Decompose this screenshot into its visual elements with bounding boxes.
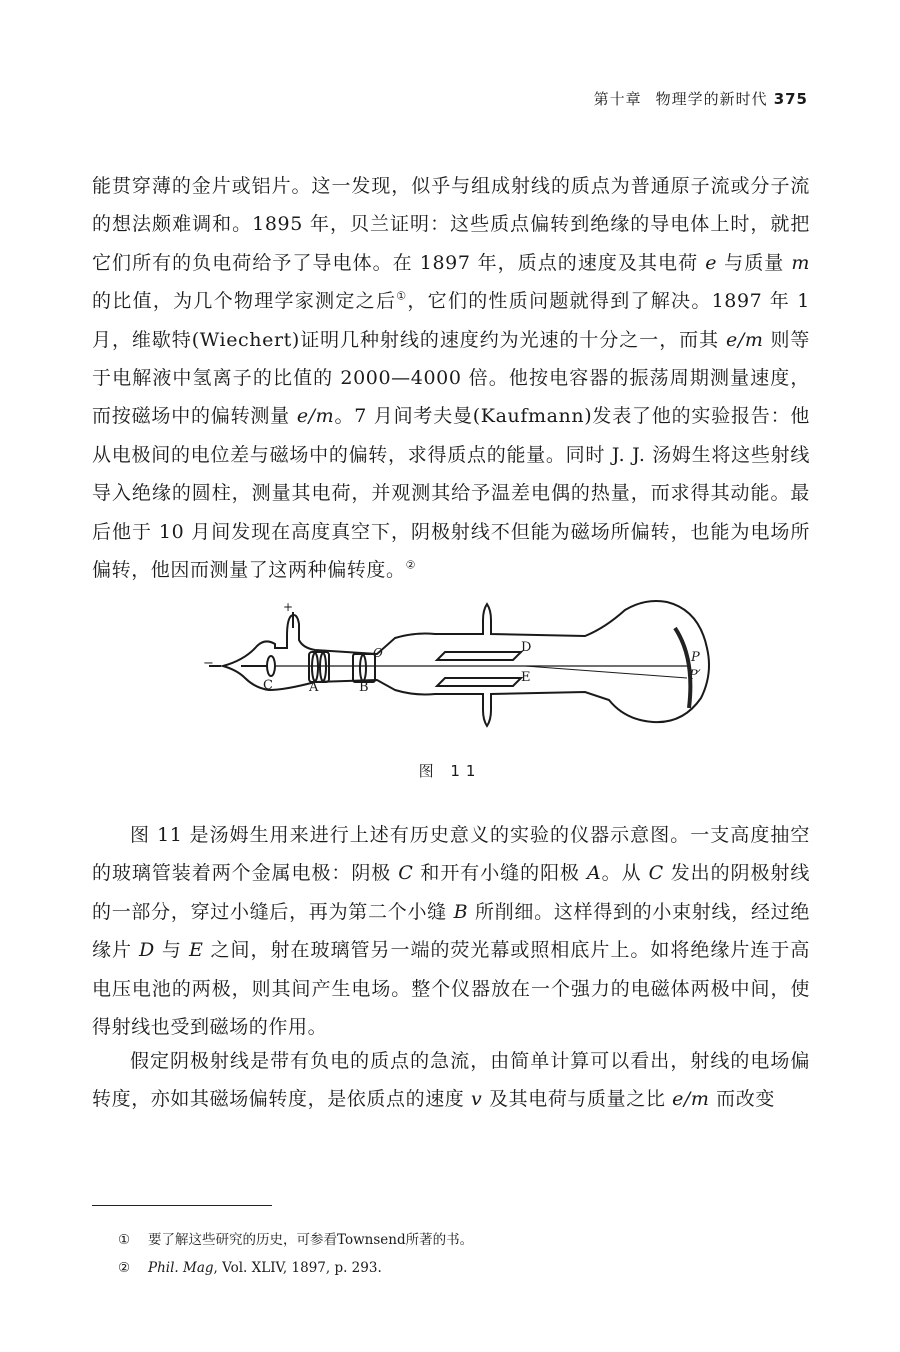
var-C: C: [398, 862, 414, 885]
paragraph-2: [92, 816, 810, 1046]
var-D: D: [139, 939, 155, 962]
journal-name: Phil. Mag: [148, 1260, 214, 1276]
text-run: 能贯穿薄的金片或铝片。这一发现，似乎与组成射线的质点为普通原子流或分子流的想法颇难调和。1895 年，贝兰证明：这些质点偏转到绝缘的导电体上时，就把它们所有的负电荷给予了导电体。在 1897 年，质点的速度及其电荷: [92, 175, 810, 274]
footnote-2: [118, 1254, 473, 1282]
text-run: ，它们的性质问题就得到了解决。1897 年 1 月，维歇特(Wiechert)证明几种射线的速度约为光速的十分之一，而其: [92, 290, 810, 351]
footnotes: [118, 1226, 474, 1282]
text-run: 图 11 是汤姆生用来进行上述有历史意义的实验的仪器示意图。一支高度抽空的玻璃管装着两个金属电极：阴极: [92, 824, 810, 885]
thomson-tube-figure: [205, 598, 725, 728]
var-m: m: [791, 251, 810, 274]
chapter-label: 第十章: [593, 90, 642, 108]
footnote-mark: ①: [118, 1232, 131, 1248]
text-run: 与: [154, 939, 189, 962]
text-run: 与质量: [717, 251, 792, 274]
text-run: 的比值，为几个物理学家测定之后: [92, 290, 397, 313]
label-D: D: [521, 640, 532, 655]
var-E: E: [188, 939, 204, 962]
label-P-prime: P′: [689, 668, 701, 683]
text-run: 。7 月间考夫曼(Kaufmann)发表了他的实验报告：他从电极间的电位差与磁场中的偏转，求得质点的能量。同时 J. J. 汤姆生将这些射线导入绝缘的圆柱，测量其电荷，并观测其给予温差电偶的热量，而求得其动能。最后他于 10 月间发现在高度真空下，阴极射线不但能为磁场所偏转，也能为电场所偏转，他因而测量了这两种偏转度。: [92, 405, 810, 582]
var-e: e: [705, 251, 718, 274]
page-number: 375: [773, 90, 808, 108]
text-run: 而改变: [709, 1088, 775, 1111]
label-E: E: [521, 670, 531, 685]
label-C: C: [263, 678, 273, 693]
text-run: 发出的阴极射线的一部分，穿过小缝后，再为第二个小缝: [92, 862, 810, 923]
footnote-ref-2[interactable]: ②: [405, 558, 417, 572]
var-v: v: [471, 1088, 483, 1111]
footnote-text: 要了解这些研究的历史，可参看Townsend所著的书。: [148, 1232, 474, 1248]
text-run: 及其电荷与质量之比: [482, 1088, 673, 1111]
label-A: A: [309, 680, 319, 695]
text-run: 所削细。这样得到的小束射线，经过绝缘片: [92, 900, 810, 962]
footnote-1: [118, 1226, 474, 1254]
text-run: 之间，射在玻璃管另一端的荧光幕或照相底片上。如将绝缘片连于高电压电池的两极，则其间产生电场。整个仪器放在一个强力的电磁体两极中间，使得射线也受到磁场的作用。: [92, 939, 810, 1039]
paragraph-3: [92, 1042, 810, 1119]
minus-label: −: [203, 656, 214, 671]
var-A: A: [586, 862, 602, 885]
label-P: P: [691, 650, 700, 665]
var-C: C: [648, 862, 664, 885]
var-em: e/m: [726, 328, 764, 351]
text-run: 和开有小缝的阳极: [413, 862, 587, 885]
citation-details: , Vol. XLIV, 1897, p. 293.: [213, 1260, 382, 1276]
var-B: B: [453, 900, 469, 923]
var-em: e/m: [672, 1088, 710, 1111]
plus-label: +: [283, 600, 294, 614]
text-run: 假定阴极射线是带有负电的质点的急流，由简单计算可以看出，射线的电场偏转度，亦如其磁场偏转度，是依质点的速度: [92, 1050, 810, 1111]
chapter-title: 物理学的新时代: [655, 90, 768, 108]
label-B: B: [359, 680, 369, 695]
var-em: e/m: [296, 405, 335, 428]
running-header: [594, 88, 808, 109]
label-O: O: [373, 646, 383, 660]
footnote-divider: [92, 1205, 272, 1206]
text-run: 。从: [601, 862, 649, 885]
footnote-ref-1[interactable]: ①: [396, 289, 408, 303]
footnote-mark: ②: [118, 1260, 131, 1276]
text-run: 则等于电解液中氢离子的比值的 2000—4000 倍。他按电容器的振荡周期测量速度，而按磁场中的偏转测量: [92, 328, 811, 428]
apparatus-diagram: [205, 598, 725, 728]
figure-caption: 图 11: [418, 762, 482, 780]
paragraph-1: [92, 167, 810, 589]
